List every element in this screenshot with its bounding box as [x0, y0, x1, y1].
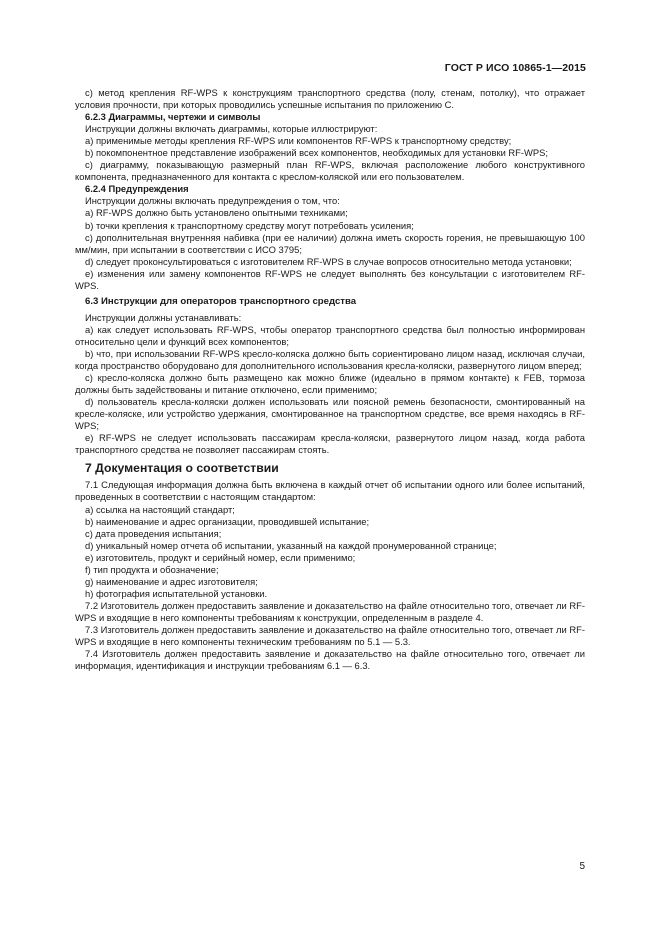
paragraph: h) фотография испытательной установки.: [85, 587, 268, 599]
paragraph: e) RF-WPS не следует использовать пассажирам кресла-коляски, развернутого лицом назад, когда работа транспортного средства не позволяет пассажирам стоять.: [75, 432, 585, 456]
paragraph: b) что, при использовании RF-WPS кресло-коляска должно быть сориентировано лицом назад, исключая случаи, когда пространство оборудовано для дополнительного использования кресла-коляски, развернутого лицом вперед;: [75, 347, 585, 372]
paragraph: 7.2 Изготовитель должен предоставить заявление и доказательство на файле относительно того, отвечает ли RF-WPS и входящие в него компоненты требованиям к конструкции, определенным в разделе 4.: [75, 599, 585, 623]
paragraph: 7.1 Следующая информация должна быть включена в каждый отчет об испытании одного или более испытаний, проведенных в соответствии с настоящим стандартом:: [75, 479, 585, 503]
section-heading: 6.3 Инструкции для операторов транспортного средства: [85, 295, 357, 307]
paragraph: c) дополнительная внутренняя набивка (при ее наличии) должна иметь скорость горения, не превышающую 100 мм/мин, при испытании в соответствии с ИСО 3795;: [75, 231, 585, 255]
section-heading: 7 Документация о соответствии: [85, 461, 279, 476]
paragraph: c) дата проведения испытания;: [85, 527, 222, 539]
paragraph: d) следует проконсультироваться с изготовителем RF-WPS в случае вопросов относительно метода установки;: [85, 255, 572, 267]
paragraph: Инструкции должны устанавливать:: [85, 311, 242, 323]
document-header: ГОСТ Р ИСО 10865-1—2015: [444, 62, 586, 74]
paragraph: а) как следует использовать RF-WPS, чтобы оператор транспортного средства был полностью информирован относительно цели и функций всех компонентов;: [75, 323, 585, 347]
paragraph: e) изменения или замену компонентов RF-WPS не следует выполнять без консультации с изготовителем RF-WPS.: [75, 267, 585, 291]
paragraph: Инструкции должны включать предупреждения о том, что:: [85, 195, 340, 207]
paragraph: Инструкции должны включать диаграммы, которые иллюстрируют:: [85, 123, 378, 135]
paragraph: а) применимые методы крепления RF-WPS или компонентов RF-WPS к транспортному средству;: [85, 135, 512, 147]
paragraph: 7.4 Изготовитель должен предоставить заявление и доказательство на файле относительно того, отвечает ли информация, идентификация и инструкции требованиям 6.1 — 6.3.: [75, 648, 585, 672]
page-number: 5: [579, 861, 585, 872]
paragraph: а) ссылка на настоящий стандарт;: [85, 503, 235, 515]
page-body: [75, 87, 585, 672]
paragraph: c) метод крепления RF-WPS к конструкциям транспортного средства (полу, стенам, потолку), что отражает условия прочности, при которых проводились успешные испытания по приложению С.: [75, 87, 585, 111]
paragraph: c) диаграмму, показывающую размерный план RF-WPS, включая расположение любого конструктивного компонента, предназначенного для контакта с креслом-коляской или его пользователем.: [75, 159, 585, 183]
paragraph: b) покомпонентное представление изображений всех компонентов, необходимых для установки RF-WPS;: [85, 147, 548, 159]
paragraph: 7.3 Изготовитель должен предоставить заявление и доказательство на файле относительно того, отвечает ли RF-WPS и входящие в него компоненты техническим требованиям по 5.1 — 5.3.: [75, 623, 585, 648]
section-heading: 6.2.3 Диаграммы, чертежи и символы: [85, 111, 261, 123]
paragraph: g) наименование и адрес изготовителя;: [85, 575, 258, 587]
section-heading: 6.2.4 Предупреждения: [85, 183, 189, 195]
paragraph: e) изготовитель, продукт и серийный номер, если применимо;: [85, 551, 356, 563]
paragraph: d) пользователь кресла-коляски должен использовать или поясной ремень безопасности, смонтированный на кресле-коляске, или устройство удержания, смонтированное на транспортном средстве, все время находясь в RF-WPS;: [75, 396, 585, 432]
paragraph: c) кресло-коляска должно быть размещено как можно ближе (идеально в прямом контакте) к FEB, тормоза должны быть задействованы и питание отключено, если применимо;: [75, 372, 585, 396]
paragraph: b) точки крепления к транспортному средству могут потребовать усиления;: [85, 219, 414, 231]
paragraph: f) тип продукта и обозначение;: [85, 563, 219, 575]
paragraph: а) RF-WPS должно быть установлено опытными техниками;: [85, 207, 348, 219]
paragraph: b) наименование и адрес организации, проводившей испытание;: [85, 515, 370, 527]
paragraph: d) уникальный номер отчета об испытании, указанный на каждой пронумерованной странице;: [85, 539, 497, 551]
